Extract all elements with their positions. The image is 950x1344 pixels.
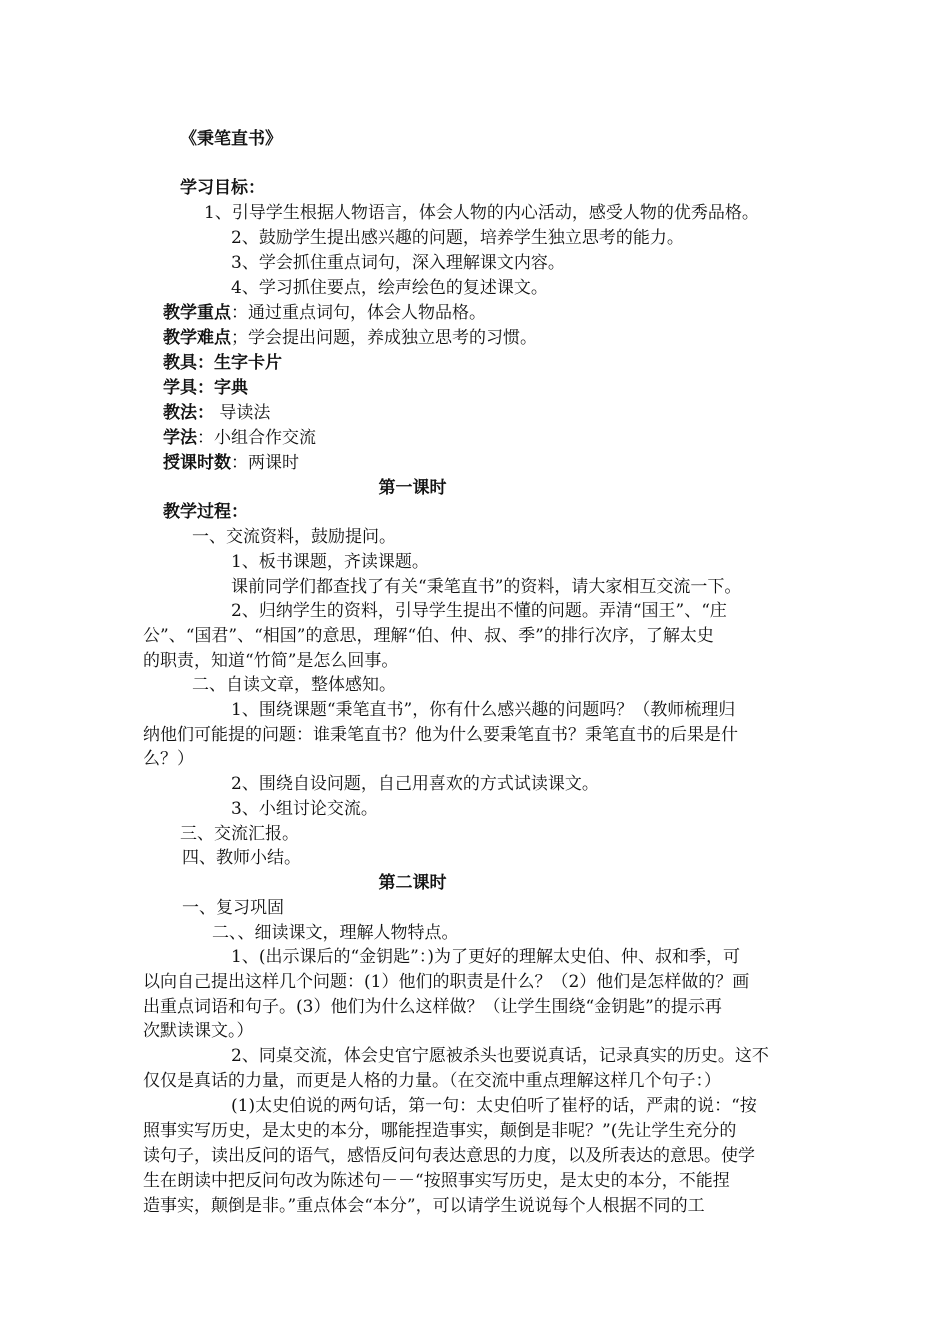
lesson1-line: 么？） bbox=[143, 749, 194, 769]
lesson1-line: 纳他们可能提的问题：谁秉笔直书？他为什么要秉笔直书？秉笔直书的后果是什 bbox=[143, 725, 738, 745]
lesson1-line: 3、小组讨论交流。 bbox=[231, 799, 378, 819]
objectives-heading: 学习目标： bbox=[180, 178, 265, 198]
lesson1-line: 四、教师小结。 bbox=[182, 848, 301, 868]
hours-label: 授课时数 bbox=[163, 453, 231, 473]
lesson1-line: 1、板书课题，齐读课题。 bbox=[231, 552, 429, 572]
objective-item: 1、引导学生根据人物语言，体会人物的内心活动，感受人物的优秀品格。 bbox=[204, 203, 759, 223]
lesson2-line: (1)太史伯说的两句话，第一句：太史伯听了崔杼的话，严肃的说：“按 bbox=[231, 1096, 757, 1116]
difficulty-text: ；学会提出问题，养成独立思考的习惯。 bbox=[231, 328, 537, 348]
lesson2-line: 读句子，读出反问的语气，感悟反问句表达意思的力度，以及所表达的意思。使学 bbox=[143, 1146, 755, 1166]
key-point-line bbox=[163, 301, 486, 325]
teaching-method-text: 导读法 bbox=[214, 403, 271, 423]
teaching-method-line bbox=[163, 401, 270, 425]
objective-item: 2、鼓励学生提出感兴趣的问题，培养学生独立思考的能力。 bbox=[231, 228, 684, 248]
learning-method-line bbox=[163, 426, 316, 450]
objective-item: 3、学会抓住重点词句，深入理解课文内容。 bbox=[231, 253, 565, 273]
lesson2-line: 2、同桌交流，体会史官宁愿被杀头也要说真话，记录真实的历史。这不 bbox=[231, 1046, 769, 1066]
learning-aids: 学具：字典 bbox=[163, 378, 248, 398]
lesson1-line: 的职责，知道“竹简”是怎么回事。 bbox=[143, 651, 399, 671]
lesson2-title: 第二课时 bbox=[378, 873, 447, 893]
teaching-method-label: 教法： bbox=[163, 403, 214, 423]
lesson2-line: 二、、细读课文，理解人物特点。 bbox=[212, 923, 459, 943]
teaching-aids: 教具：生字卡片 bbox=[163, 353, 282, 373]
key-point-label: 教学重点 bbox=[163, 303, 231, 323]
process-heading: 教学过程： bbox=[163, 502, 248, 522]
lesson1-line: 三、交流汇报。 bbox=[180, 824, 299, 844]
lesson1-line: 2、归纳学生的资料，引导学生提出不懂的问题。弄清“国王”、“庄 bbox=[231, 601, 727, 621]
hours-text: ：两课时 bbox=[231, 453, 299, 473]
lesson2-line: 一、复习巩固 bbox=[182, 898, 284, 918]
lesson2-line: 次默读课文。） bbox=[143, 1021, 254, 1041]
lesson2-line: 造事实，颠倒是非。”重点体会“本分”，可以请学生说说每个人根据不同的工 bbox=[143, 1196, 705, 1216]
lesson1-line: 公”、“国君”、“相国”的意思，理解“伯、仲、叔、季”的排行次序，了解太史 bbox=[143, 626, 714, 646]
lesson2-line: 1、(出示课后的“金钥匙”：)为了更好的理解太史伯、仲、叔和季，可 bbox=[231, 947, 740, 967]
lesson1-title: 第一课时 bbox=[378, 478, 447, 498]
lesson1-line: 课前同学们都查找了有关“秉笔直书”的资料，请大家相互交流一下。 bbox=[231, 577, 742, 597]
difficulty-label: 教学难点 bbox=[163, 328, 231, 348]
lesson2-line: 仅仅是真话的力量，而更是人格的力量。（在交流中重点理解这样几个句子：） bbox=[143, 1071, 721, 1091]
document-title: 《秉笔直书》 bbox=[180, 129, 282, 149]
lesson1-line: 2、围绕自设问题，自己用喜欢的方式试读课文。 bbox=[231, 774, 599, 794]
objective-item: 4、学习抓住要点，绘声绘色的复述课文。 bbox=[231, 278, 548, 298]
hours-line bbox=[163, 451, 299, 475]
lesson1-line: 一、交流资料，鼓励提问。 bbox=[192, 527, 396, 547]
lesson2-line: 出重点词语和句子。(3）他们为什么这样做？（让学生围绕“金钥匙”的提示再 bbox=[143, 997, 722, 1017]
lesson2-line: 生在朗读中把反问句改为陈述句－－“按照事实写历史，是太史的本分，不能捏 bbox=[143, 1171, 730, 1191]
lesson2-line: 照事实写历史，是太史的本分，哪能捏造事实，颠倒是非呢？”(先让学生充分的 bbox=[143, 1121, 737, 1141]
learning-method-label: 学法 bbox=[163, 428, 197, 448]
lesson2-line: 以向自己提出这样几个问题：(1）他们的职责是什么？（2）他们是怎样做的？画 bbox=[143, 972, 750, 992]
lesson1-line: 1、围绕课题“秉笔直书”，你有什么感兴趣的问题吗？（教师梳理归 bbox=[231, 700, 736, 720]
learning-method-text: ：小组合作交流 bbox=[197, 428, 316, 448]
lesson1-line: 二、自读文章，整体感知。 bbox=[192, 675, 396, 695]
key-point-text: ：通过重点词句，体会人物品格。 bbox=[231, 303, 486, 323]
difficulty-line bbox=[163, 326, 537, 350]
